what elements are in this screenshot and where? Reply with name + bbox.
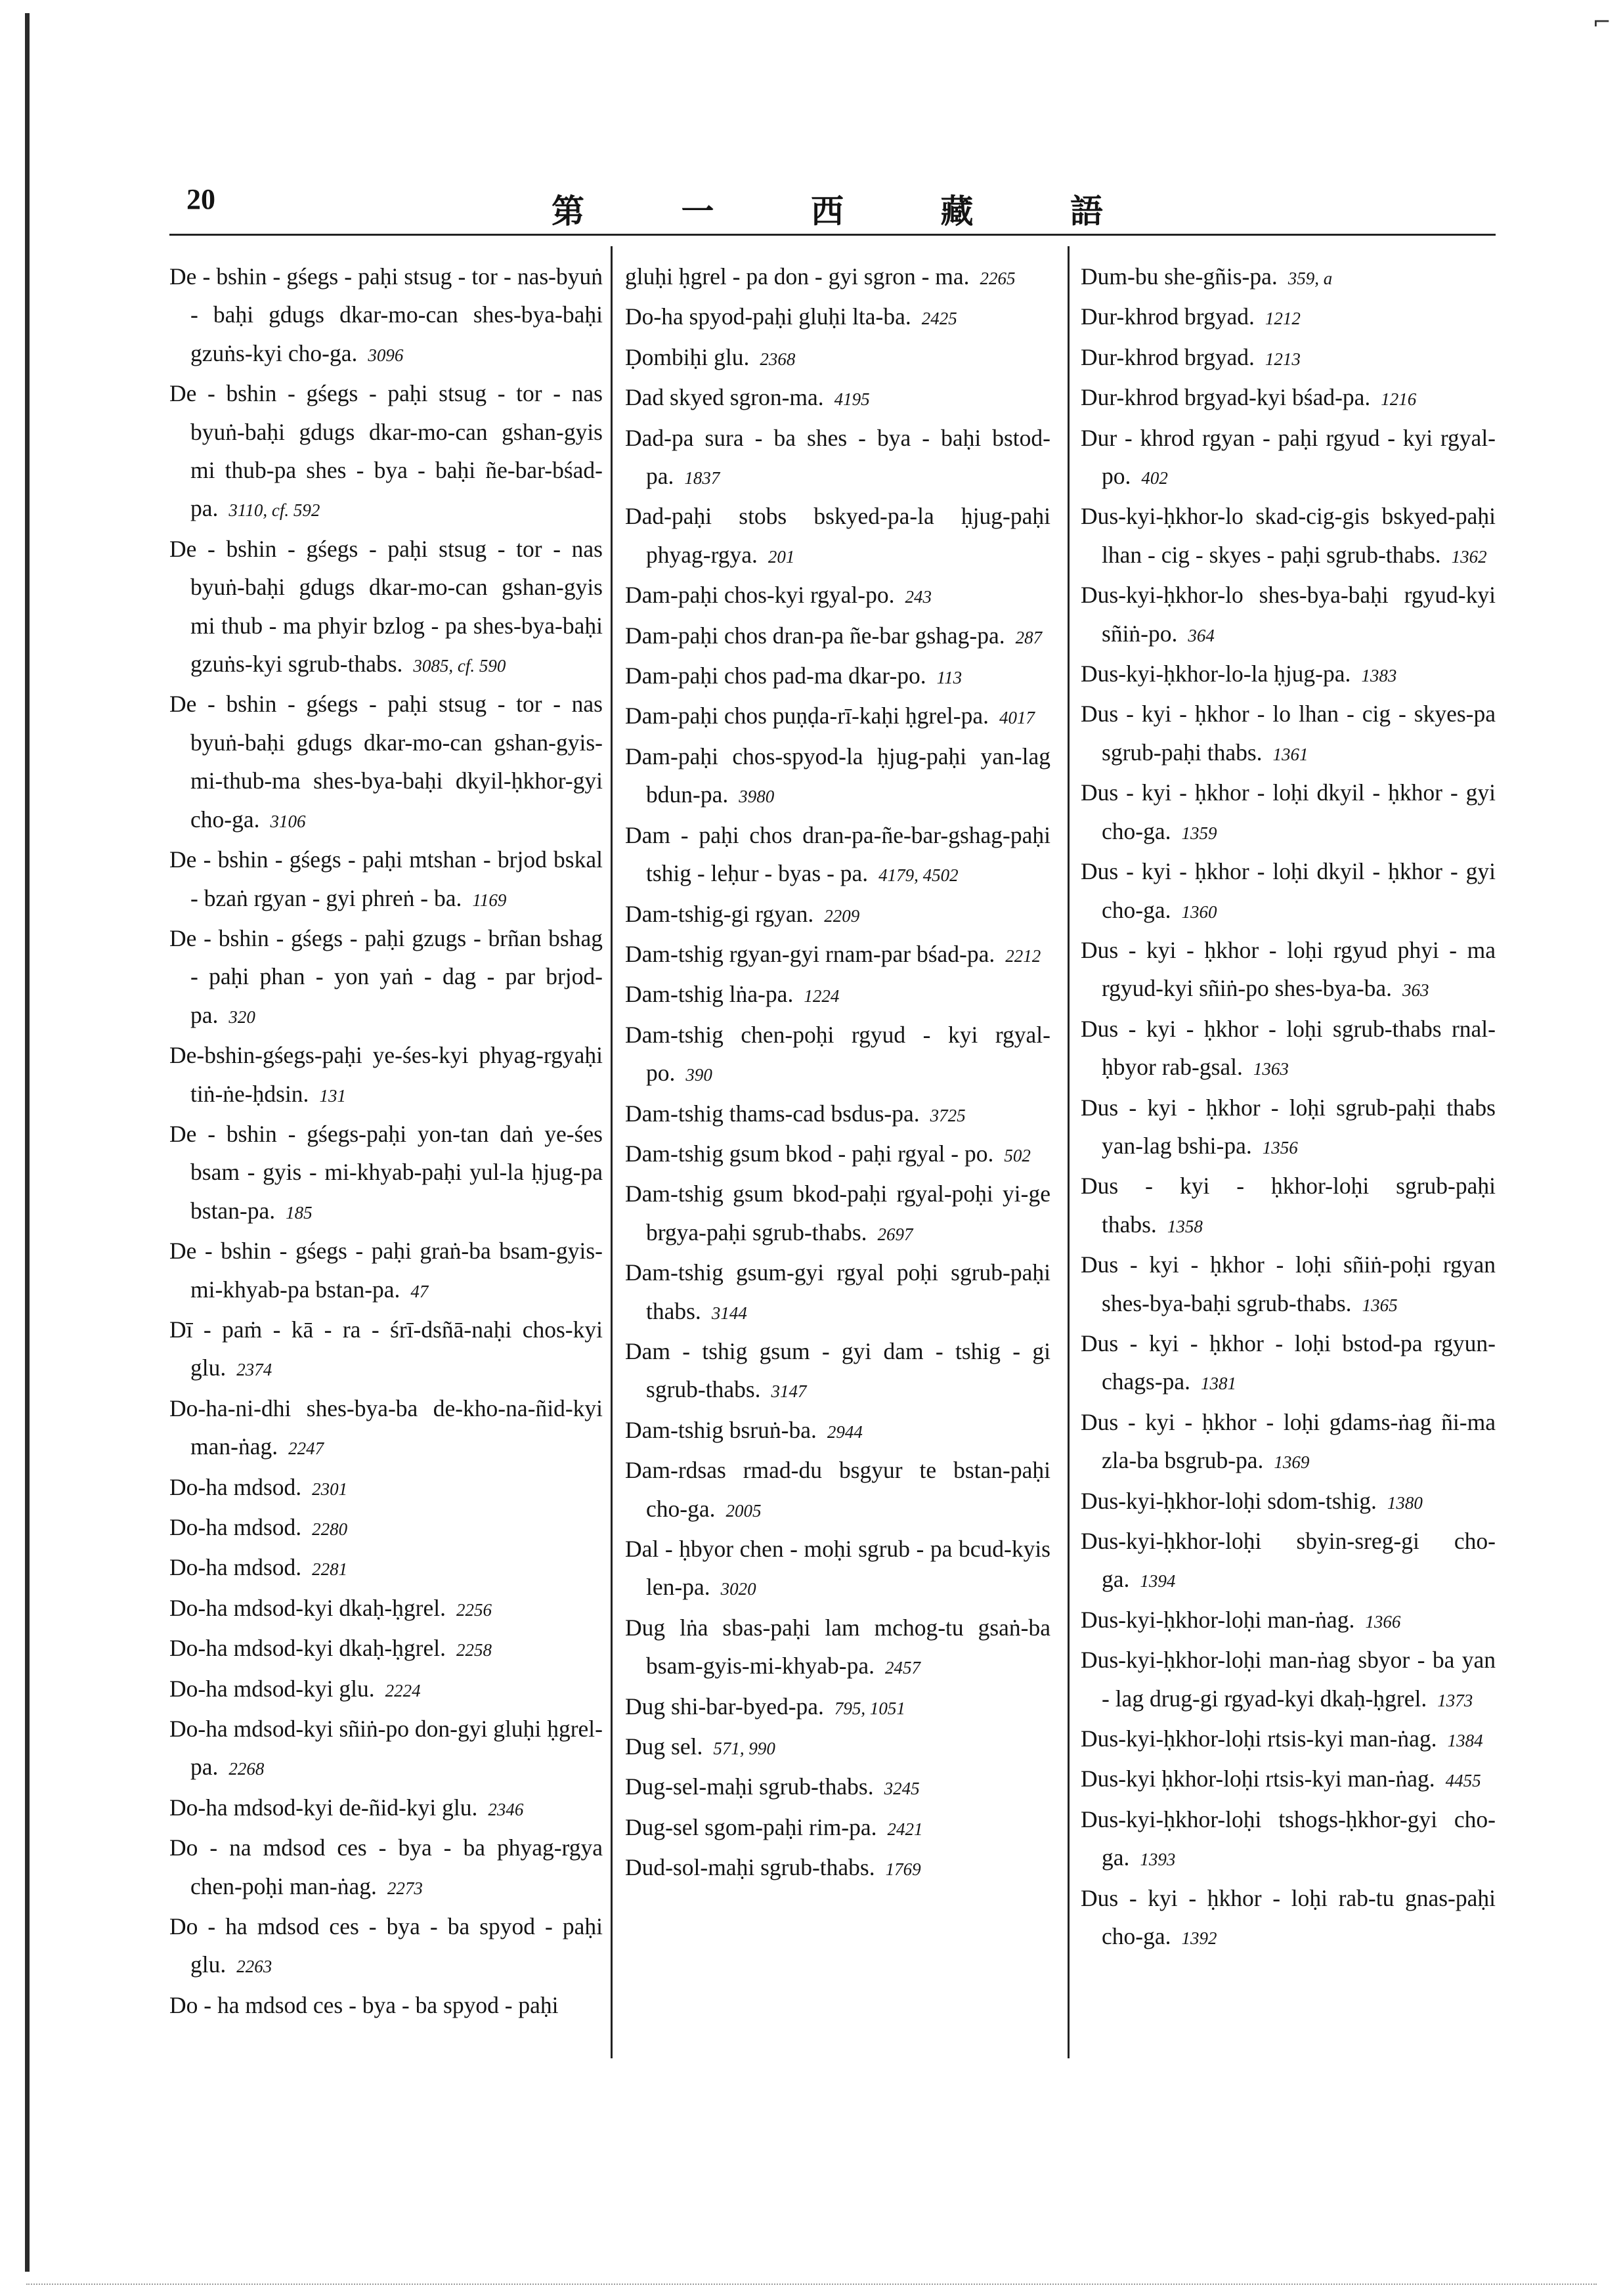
entry-title: Dad skyed sgron-ma. bbox=[625, 384, 824, 411]
index-entry bbox=[169, 1986, 603, 2024]
running-header bbox=[552, 185, 1103, 232]
entry-number: 2421 bbox=[887, 1819, 923, 1839]
entry-title: Dug lṅa sbas-paḥi lam mchog-tu gsaṅ-ba bsam-gyis-mi-khyab-pa. bbox=[625, 1614, 1050, 1679]
entry-title: Dus - kyi - ḥkhor - loḥi sñiṅ-poḥi rgyan shes-bya-baḥi sgrub-thabs. bbox=[1081, 1251, 1496, 1316]
entry-title: Dus-kyi-ḥkhor-loḥi man-ṅag sbyor - ba yan - lag drug-gi rgyad-kyi dkaḥ-ḥgrel. bbox=[1081, 1647, 1496, 1712]
index-entry bbox=[169, 1629, 603, 1669]
index-entry bbox=[1081, 257, 1496, 297]
entry-title: Do-ha mdsod-kyi dkaḥ-ḥgrel. bbox=[169, 1594, 446, 1621]
index-entry bbox=[625, 297, 1050, 337]
index-entry bbox=[1081, 1879, 1496, 1958]
header-rule bbox=[169, 234, 1496, 236]
entry-number: 364 bbox=[1188, 625, 1215, 645]
entry-number: 363 bbox=[1402, 980, 1429, 1001]
index-entry bbox=[169, 1670, 603, 1710]
entry-title: De - bshin - gśegs - paḥi stsug - tor - nas byuṅ-baḥi gdugs dkar-mo-can gshan-gyis-mi-thub-ma shes-bya-baḥi dkyil-ḥkhor-gyi cho-ga. bbox=[169, 691, 603, 833]
index-entry bbox=[625, 657, 1050, 697]
index-entry bbox=[1081, 497, 1496, 576]
index-entry bbox=[169, 374, 603, 530]
entry-title: Do - ha mdsod ces - bya - ba spyod - paḥi bbox=[169, 1991, 559, 2018]
index-entry bbox=[625, 935, 1050, 975]
index-entry bbox=[1081, 1089, 1496, 1167]
entry-number: 2212 bbox=[1005, 945, 1041, 966]
entry-title: Dus - kyi - ḥkhor - loḥi bstod-pa rgyun-chags-pa. bbox=[1081, 1330, 1496, 1395]
entry-title: De - bshin - gśegs-paḥi yon-tan daṅ ye-śes bsam - gyis - mi-khyab-paḥi yul-la ḥjug-pa bstan-pa. bbox=[169, 1120, 603, 1224]
entry-title: Dus - kyi - ḥkhor-loḥi sgrub-paḥi thabs. bbox=[1081, 1173, 1496, 1238]
entry-number: 3144 bbox=[711, 1303, 747, 1323]
index-entry bbox=[1081, 695, 1496, 773]
index-entry bbox=[625, 1451, 1050, 1530]
entry-number: 1359 bbox=[1181, 823, 1217, 843]
entry-number: 1362 bbox=[1451, 546, 1487, 567]
entry-title: De - bshin - gśegs - paḥi stsug - tor - nas byuṅ-baḥi gdugs dkar-mo-can gshan-gyis mi thub-pa shes - bya - baḥi ñe-bar-bśad-pa. bbox=[169, 380, 603, 522]
entry-number: 1393 bbox=[1140, 1850, 1176, 1870]
entry-number: 287 bbox=[1015, 627, 1043, 647]
index-entry bbox=[1081, 1482, 1496, 1522]
entry-number: 201 bbox=[768, 546, 795, 567]
entry-title: gluḥi ḥgrel - pa don - gyi sgron - ma. bbox=[625, 263, 970, 290]
entry-title: Dus - kyi - ḥkhor - loḥi sgrub-thabs rnal-ḥbyor rab-gsal. bbox=[1081, 1015, 1496, 1081]
entry-title: Dus-kyi-ḥkhor-lo-la ḥjug-pa. bbox=[1081, 661, 1351, 687]
entry-number: 2265 bbox=[980, 269, 1016, 288]
entry-number: 4017 bbox=[999, 708, 1035, 728]
entry-number: 1384 bbox=[1447, 1731, 1483, 1751]
entry-title: Dad-pa sura - ba shes - bya - baḥi bstod-pa. bbox=[625, 424, 1050, 490]
entry-number: 359, a bbox=[1288, 269, 1333, 288]
entry-number: 2425 bbox=[921, 309, 957, 329]
entry-number: 2346 bbox=[488, 1799, 524, 1819]
index-entry bbox=[625, 1609, 1050, 1687]
entry-title: De - bshin - gśegs - paḥi stsug - tor - nas byuṅ-baḥi gdugs dkar-mo-can gshan-gyis mi thub - ma phyir bzlog - pa shes-bya-baḥi gzuṅs-kyi sgrub-thabs. bbox=[169, 535, 603, 678]
entry-number: 1169 bbox=[472, 890, 507, 910]
entry-title: Dus - kyi - ḥkhor - loḥi rgyud phyi - ma rgyud-kyi sñiṅ-po shes-bya-ba. bbox=[1081, 936, 1496, 1002]
index-entry bbox=[1081, 419, 1496, 498]
entry-title: Dus - kyi - ḥkhor - loḥi dkyil - ḥkhor - gyi cho-ga. bbox=[1081, 779, 1496, 844]
entry-title: Dus-kyi ḥkhor-loḥi rtsis-kyi man-ṅag. bbox=[1081, 1765, 1435, 1792]
entry-title: De - bshin - gśegs - paḥi mtshan - brjod bskal - bzaṅ rgyan - gyi phreṅ - ba. bbox=[169, 846, 603, 911]
entry-title: Dud-sol-maḥi sgrub-thabs. bbox=[625, 1854, 875, 1881]
entry-number: 2263 bbox=[236, 1957, 272, 1977]
index-entry bbox=[625, 378, 1050, 418]
entry-title: Dam - paḥi chos dran-pa-ñe-bar-gshag-paḥi tshig - leḥur - byas - pa. bbox=[625, 821, 1050, 887]
entry-number: 2273 bbox=[387, 1878, 423, 1898]
index-entry bbox=[625, 338, 1050, 378]
entry-number: 320 bbox=[228, 1007, 255, 1027]
header-char: 一 bbox=[681, 192, 714, 230]
entry-number: 571, 990 bbox=[713, 1739, 775, 1759]
index-entry bbox=[1081, 576, 1496, 655]
entry-number: 3085, cf. 590 bbox=[413, 656, 506, 676]
entry-number: 2268 bbox=[228, 1759, 265, 1779]
index-entry bbox=[1081, 773, 1496, 852]
entry-number: 390 bbox=[685, 1065, 712, 1085]
entry-title: Dus-kyi-ḥkhor-loḥi rtsis-kyi man-ṅag. bbox=[1081, 1725, 1437, 1752]
entry-number: 1224 bbox=[804, 986, 840, 1007]
index-column-2 bbox=[625, 257, 1050, 1889]
entry-number: 113 bbox=[936, 668, 963, 688]
entry-number: 1365 bbox=[1362, 1295, 1398, 1315]
entry-title: Dus-kyi-ḥkhor-loḥi sdom-tshig. bbox=[1081, 1487, 1377, 1514]
entry-title: Dam-tshig-gi rgyan. bbox=[625, 900, 814, 927]
index-entry bbox=[169, 1710, 603, 1788]
entry-number: 2697 bbox=[877, 1224, 913, 1244]
entry-title: Dus - kyi - ḥkhor - loḥi gdams-ṅag ñi-ma zla-ba bsgrub-pa. bbox=[1081, 1408, 1496, 1474]
entry-title: Do-ha mdsod-kyi sñiṅ-po don-gyi gluḥi ḥgrel-pa. bbox=[169, 1716, 603, 1781]
entry-number: 1212 bbox=[1265, 309, 1301, 329]
index-entry bbox=[1081, 378, 1496, 418]
index-entry bbox=[1081, 338, 1496, 378]
index-column-1 bbox=[169, 257, 603, 2024]
index-entry bbox=[625, 816, 1050, 895]
entry-title: Dam - tshig gsum - gyi dam - tshig - gi sgrub-thabs. bbox=[625, 1337, 1050, 1403]
index-entry bbox=[625, 1175, 1050, 1253]
entry-title: Ḍombiḥi glu. bbox=[625, 343, 750, 370]
entry-number: 1213 bbox=[1265, 349, 1301, 369]
index-entry bbox=[625, 1808, 1050, 1848]
index-column-3 bbox=[1081, 257, 1496, 1957]
bottom-scan-edge bbox=[26, 2284, 1597, 2285]
entry-number: 2301 bbox=[312, 1479, 348, 1499]
index-entry bbox=[625, 1016, 1050, 1094]
index-entry bbox=[1081, 1403, 1496, 1482]
index-entry bbox=[169, 1036, 603, 1115]
entry-number: 3096 bbox=[368, 345, 404, 365]
entry-number: 2258 bbox=[456, 1640, 492, 1660]
entry-title: De - bshin - gśegs - paḥi graṅ-ba bsam-gyis-mi-khyab-pa bstan-pa. bbox=[169, 1238, 603, 1303]
index-entry bbox=[169, 840, 603, 919]
entry-number: 1383 bbox=[1361, 666, 1397, 686]
entry-number: 1360 bbox=[1181, 901, 1217, 922]
entry-title: Dam-tshig lṅa-pa. bbox=[625, 981, 794, 1008]
index-entry bbox=[169, 1548, 603, 1588]
entry-number: 2457 bbox=[885, 1658, 921, 1678]
entry-title: Dus-kyi-ḥkhor-loḥi sbyin-sreg-gi cho-ga. bbox=[1081, 1528, 1496, 1593]
index-entry bbox=[169, 1907, 603, 1986]
entry-title: Dam-paḥi chos pad-ma dkar-po. bbox=[625, 662, 926, 689]
entry-number: 2944 bbox=[827, 1421, 863, 1442]
index-entry bbox=[169, 1468, 603, 1508]
entry-title: Do-ha mdsod. bbox=[169, 1554, 302, 1581]
entry-title: Dug-sel sgom-paḥi rim-pa. bbox=[625, 1813, 877, 1840]
index-entry bbox=[625, 1767, 1050, 1808]
index-entry bbox=[169, 1232, 603, 1310]
entry-number: 1363 bbox=[1253, 1059, 1289, 1079]
entry-title: Dam-tshig bsruṅ-ba. bbox=[625, 1416, 817, 1443]
index-entry bbox=[1081, 1245, 1496, 1324]
entry-number: 2224 bbox=[385, 1680, 421, 1700]
entry-number: 3106 bbox=[270, 811, 306, 831]
index-entry bbox=[625, 576, 1050, 616]
index-entry bbox=[625, 1332, 1050, 1411]
entry-number: 1366 bbox=[1365, 1611, 1401, 1632]
corner-mark: ⌐ bbox=[1592, 9, 1611, 35]
entry-number: 2209 bbox=[824, 905, 860, 926]
entry-number: 2280 bbox=[312, 1519, 348, 1539]
entry-title: Dal - ḥbyor chen - moḥi sgrub - pa bcud-kyis len-pa. bbox=[625, 1536, 1050, 1601]
entry-title: Do - na mdsod ces - bya - ba phyag-rgya chen-poḥi man-ṅag. bbox=[169, 1834, 603, 1899]
index-entry bbox=[625, 1848, 1050, 1888]
entry-title: Dam-rdsas rmad-du bsgyur te bstan-paḥi cho-ga. bbox=[625, 1457, 1050, 1522]
entry-title: Dam-tshig rgyan-gyi rnam-par bśad-pa. bbox=[625, 940, 995, 967]
index-entry bbox=[169, 1508, 603, 1548]
entry-title: Do-ha mdsod. bbox=[169, 1514, 302, 1540]
entry-title: Dug-sel-maḥi sgrub-thabs. bbox=[625, 1773, 874, 1800]
index-entry bbox=[1081, 852, 1496, 931]
entry-number: 3245 bbox=[884, 1779, 920, 1799]
entry-title: Dad-paḥi stobs bskyed-pa-la ḥjug-paḥi phyag-rgya. bbox=[625, 503, 1050, 568]
index-entry bbox=[625, 257, 1050, 297]
entry-number: 4195 bbox=[834, 389, 870, 410]
index-entry bbox=[1081, 1720, 1496, 1760]
index-entry bbox=[625, 419, 1050, 498]
entry-number: 2247 bbox=[288, 1439, 324, 1459]
index-entry bbox=[1081, 1601, 1496, 1641]
index-entry bbox=[1081, 1800, 1496, 1879]
index-entry bbox=[1081, 297, 1496, 337]
entry-number: 1769 bbox=[885, 1859, 921, 1880]
entry-number: 131 bbox=[319, 1085, 346, 1106]
index-entry bbox=[1081, 931, 1496, 1010]
entry-number: 3980 bbox=[739, 787, 775, 807]
entry-title: Dur-khrod brgyad-kyi bśad-pa. bbox=[1081, 384, 1371, 411]
entry-number: 3725 bbox=[930, 1105, 966, 1125]
index-entry bbox=[625, 1687, 1050, 1727]
index-entry bbox=[1081, 1760, 1496, 1800]
entry-number: 2005 bbox=[725, 1500, 762, 1521]
entry-title: Dum-bu she-gñis-pa. bbox=[1081, 263, 1278, 290]
entry-number: 1369 bbox=[1274, 1452, 1310, 1473]
entry-title: Dus - kyi - ḥkhor - loḥi dkyil - ḥkhor - gyi cho-ga. bbox=[1081, 858, 1496, 923]
index-entry bbox=[625, 895, 1050, 935]
entry-title: Dus-kyi-ḥkhor-lo skad-cig-gis bskyed-paḥi lhan - cig - skyes - paḥi sgrub-thabs. bbox=[1081, 503, 1496, 568]
entry-number: 402 bbox=[1141, 468, 1168, 488]
entry-title: Dug shi-bar-byed-pa. bbox=[625, 1693, 824, 1720]
index-entry bbox=[625, 1411, 1050, 1451]
index-entry bbox=[169, 1589, 603, 1629]
entry-title: Dam-tshig chen-poḥi rgyud - kyi rgyal-po. bbox=[625, 1021, 1050, 1087]
entry-number: 1381 bbox=[1201, 1374, 1237, 1394]
entry-title: Dus - kyi - ḥkhor - loḥi rab-tu gnas-paḥi cho-ga. bbox=[1081, 1884, 1496, 1950]
index-entry bbox=[169, 530, 603, 685]
entry-number: 1216 bbox=[1381, 389, 1417, 410]
entry-title: Dus - kyi - ḥkhor - loḥi sgrub-paḥi thabs yan-lag bshi-pa. bbox=[1081, 1094, 1496, 1159]
entry-number: 185 bbox=[286, 1202, 313, 1223]
index-entry bbox=[169, 1389, 603, 1468]
column-divider bbox=[1068, 246, 1070, 2058]
entry-number: 243 bbox=[905, 587, 932, 607]
entry-title: Do-ha mdsod-kyi glu. bbox=[169, 1675, 375, 1702]
entry-title: Dus-kyi-ḥkhor-loḥi man-ṅag. bbox=[1081, 1606, 1355, 1633]
entry-number: 1356 bbox=[1262, 1137, 1298, 1158]
entry-title: Dus - kyi - ḥkhor - lo lhan - cig - skyes-pa sgrub-paḥi thabs. bbox=[1081, 701, 1496, 766]
left-margin-line bbox=[25, 13, 30, 2272]
entry-number: 4179, 4502 bbox=[878, 865, 959, 886]
index-entry bbox=[169, 1310, 603, 1389]
index-entry bbox=[1081, 1010, 1496, 1089]
entry-number: 3110, cf. 592 bbox=[228, 500, 320, 521]
entry-title: Dam-tshig gsum bkod-paḥi rgyal-poḥi yi-ge brgya-paḥi sgrub-thabs. bbox=[625, 1180, 1050, 1245]
entry-title: Dam-tshig gsum bkod - paḥi rgyal - po. bbox=[625, 1140, 994, 1167]
entry-number: 1373 bbox=[1437, 1690, 1473, 1710]
entry-number: 2374 bbox=[236, 1360, 272, 1380]
entry-number: 2256 bbox=[456, 1599, 492, 1620]
header-char: 藏 bbox=[940, 192, 974, 230]
index-entry bbox=[625, 1094, 1050, 1135]
entry-number: 1380 bbox=[1387, 1492, 1423, 1513]
index-entry bbox=[1081, 1522, 1496, 1601]
entry-title: Dur-khrod brgyad. bbox=[1081, 303, 1255, 330]
entry-number: 4455 bbox=[1445, 1771, 1481, 1791]
entry-number: 2281 bbox=[312, 1559, 348, 1580]
entry-number: 1837 bbox=[684, 468, 720, 488]
entry-title: De - bshin - gśegs - paḥi stsug - tor - nas-byuṅ - baḥi gdugs dkar-mo-can shes-bya-baḥi gzuṅs-kyi cho-ga. bbox=[169, 263, 603, 366]
header-char: 西 bbox=[811, 192, 844, 230]
index-entry bbox=[625, 617, 1050, 657]
index-entry bbox=[625, 1530, 1050, 1609]
entry-title: Do-ha spyod-paḥi gluḥi lta-ba. bbox=[625, 303, 911, 330]
page-number: 20 bbox=[186, 183, 215, 215]
entry-title: Dam-tshig gsum-gyi rgyal poḥi sgrub-paḥi thabs. bbox=[625, 1259, 1050, 1324]
index-entry bbox=[169, 257, 603, 374]
index-entry bbox=[169, 1115, 603, 1232]
index-entry bbox=[169, 685, 603, 840]
entry-title: Do-ha mdsod-kyi dkaḥ-ḥgrel. bbox=[169, 1635, 446, 1662]
entry-number: 3020 bbox=[720, 1579, 756, 1599]
index-entry bbox=[625, 1727, 1050, 1767]
entry-title: Dus-kyi-ḥkhor-lo shes-bya-baḥi rgyud-kyi sñiṅ-po. bbox=[1081, 582, 1496, 647]
index-entry bbox=[1081, 1641, 1496, 1720]
entry-number: 1392 bbox=[1181, 1928, 1217, 1949]
entry-number: 1394 bbox=[1140, 1571, 1176, 1592]
header-char: 語 bbox=[1070, 192, 1103, 230]
entry-number: 1358 bbox=[1167, 1216, 1203, 1236]
entry-title: Dam-paḥi chos-kyi rgyal-po. bbox=[625, 582, 895, 609]
index-entry bbox=[169, 1829, 603, 1907]
index-entry bbox=[169, 1788, 603, 1829]
index-entry bbox=[625, 1253, 1050, 1332]
entry-number: 2368 bbox=[760, 349, 796, 369]
entry-title: Dam-paḥi chos dran-pa ñe-bar gshag-pa. bbox=[625, 622, 1005, 649]
entry-title: Do-ha-ni-dhi shes-bya-ba de-kho-na-ñid-kyi man-ṅag. bbox=[169, 1395, 603, 1460]
header-char: 第 bbox=[552, 192, 584, 230]
entry-number: 502 bbox=[1004, 1145, 1031, 1165]
entry-title: Dam-paḥi chos-spyod-la ḥjug-paḥi yan-lag bdun-pa. bbox=[625, 743, 1050, 808]
index-entry bbox=[1081, 655, 1496, 695]
entry-title: Dur - khrod rgyan - paḥi rgyud - kyi rgyal-po. bbox=[1081, 424, 1496, 490]
entry-title: Do-ha mdsod. bbox=[169, 1473, 302, 1500]
entry-title: Dam-tshig thams-cad bsdus-pa. bbox=[625, 1100, 920, 1127]
column-divider bbox=[611, 246, 613, 2058]
index-entry bbox=[169, 919, 603, 1036]
entry-number: 1361 bbox=[1272, 744, 1309, 764]
index-entry bbox=[625, 497, 1050, 576]
index-entry bbox=[625, 975, 1050, 1015]
entry-title: Do - ha mdsod ces - bya - ba spyod - paḥi glu. bbox=[169, 1913, 603, 1978]
index-entry bbox=[625, 737, 1050, 816]
entry-title: De-bshin-gśegs-paḥi ye-śes-kyi phyag-rgyaḥi tiṅ-ṅe-ḥdsin. bbox=[169, 1042, 603, 1107]
index-entry bbox=[1081, 1167, 1496, 1245]
entry-title: De - bshin - gśegs - paḥi gzugs - brñan bshag - paḥi phan - yon yaṅ - dag - par brjod-pa. bbox=[169, 924, 603, 1028]
entry-number: 3147 bbox=[771, 1381, 807, 1402]
entry-title: Dī - paṁ - kā - ra - śrī-dsñā-naḥi chos-kyi glu. bbox=[169, 1316, 603, 1381]
entry-title: Dug sel. bbox=[625, 1733, 703, 1760]
entry-title: Dam-paḥi chos puṇḍa-rī-kaḥi ḥgrel-pa. bbox=[625, 703, 989, 729]
entry-number: 47 bbox=[410, 1281, 429, 1301]
index-entry bbox=[1081, 1324, 1496, 1403]
entry-title: Do-ha mdsod-kyi de-ñid-kyi glu. bbox=[169, 1794, 478, 1821]
index-entry bbox=[625, 697, 1050, 737]
entry-title: Dus-kyi-ḥkhor-loḥi tshogs-ḥkhor-gyi cho-ga. bbox=[1081, 1806, 1496, 1871]
entry-title: Dur-khrod brgyad. bbox=[1081, 343, 1255, 370]
entry-number: 795, 1051 bbox=[834, 1698, 905, 1718]
index-entry bbox=[625, 1135, 1050, 1175]
